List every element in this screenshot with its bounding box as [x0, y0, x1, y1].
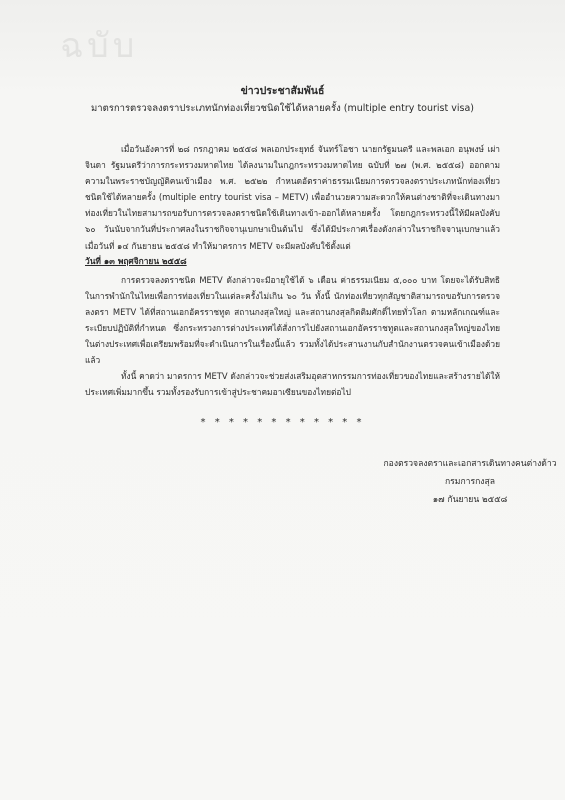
document-heading: ข่าวประชาสัมพันธ์: [240, 85, 325, 97]
signature-division: กองตรวจลงตราและเอกสารเดินทางคนต่างด้าว: [383, 459, 557, 469]
paragraph-announcement: เมื่อวันอังคารที่ ๒๘ กรกฎาคม ๒๕๕๘ พลเอกประยุทธ์ จันทร์โอชา นายกรัฐมนตรี และพลเอก อนุพงษ์ เผ่าจินดา รัฐมนตรีว่าการกระทรวงมหาดไทย ได้ลงนามในกฎกระทรวงมหาดไทย ฉบับที่ ๒๗ (พ.ศ. ๒๕๕๘) ออกตามความในพระราชบัญญัติคนเข้าเมือง พ.ศ. ๒๕๒๒ กำหนดอัตราค่าธรรมเนียมการตรวจลงตราประเภทนักท่องเที่ยวชนิดใช้ได้หลายครั้ง (multiple entry tourist visa – METV) เพื่ออำนวยความสะดวกให้คนต่างชาติที่จะเดินทางมาท่องเที่ยวในไทยสามารถขอรับการตรวจลงตราชนิดใช้เดินทางเข้า-ออกได้หลายครั้ง โดยกฎกระทรวงนี้ให้มีผลบังคับ ๖๐ วันนับจากวันที่ประกาศลงในราชกิจจานุเบกษาเป็นต้นไป ซึ่งได้มีประกาศเรื่องดังกล่าวในราชกิจจานุเบกษาแล้วเมื่อวันที่ ๑๔ กันยายน ๒๕๕๘ ทำให้มาตรการ METV จะมีผลบังคับใช้ตั้งแต่: [85, 144, 500, 251]
faint-watermark: ฉบับ: [60, 26, 139, 66]
effective-date: วันที่ ๑๓ พฤศจิกายน ๒๕๕๘: [85, 256, 187, 266]
signature-date: ๑๗ กันยายน ๒๕๕๘: [432, 495, 508, 505]
paragraph-expected-benefit: ทั้งนี้ คาดว่า มาตรการ METV ดังกล่าวจะช่วยส่งเสริมอุตสาหกรรมการท่องเที่ยวของไทยและสร้างรายได้ให้ประเทศเพิ่มมากขึ้น รวมทั้งรองรับการเข้าสู่ประชาคมอาเซียนของไทยต่อไป: [85, 371, 500, 398]
document-subject: มาตรการตรวจลงตราประเภทนักท่องเที่ยวชนิดใช้ได้หลายครั้ง (multiple entry tourist visa): [90, 103, 474, 114]
separator-stars: * * * * * * * * * * * *: [200, 417, 365, 428]
signature-department: กรมการกงสุล: [444, 477, 496, 487]
paragraph-visa-details: การตรวจลงตราชนิด METV ดังกล่าวจะมีอายุใช้ได้ ๖ เดือน ค่าธรรมเนียม ๕,๐๐๐ บาท โดยจะได้รับสิทธิในการพำนักในไทยเพื่อการท่องเที่ยวในแต่ละครั้งไม่เกิน ๖๐ วัน ทั้งนี้ นักท่องเที่ยวทุกสัญชาติสามารถขอรับการตรวจลงตรา METV ได้ที่สถานเอกอัครราชทูต สถานกงสุลใหญ่ และสถานกงสุลกิตติมศักดิ์ไทยทั่วโลก ตามหลักเกณฑ์และระเบียบปฏิบัติที่กำหนด ซึ่งกระทรวงการต่างประเทศได้สั่งการไปยังสถานเอกอัครราชทูตและสถานกงสุลใหญ่ของไทยในต่างประเทศเพื่อเตรียมพร้อมที่จะดำเนินการในเรื่องนี้แล้ว รวมทั้งได้ประสานงานกับสำนักงานตรวจคนเข้าเมืองด้วยแล้ว: [85, 275, 500, 366]
